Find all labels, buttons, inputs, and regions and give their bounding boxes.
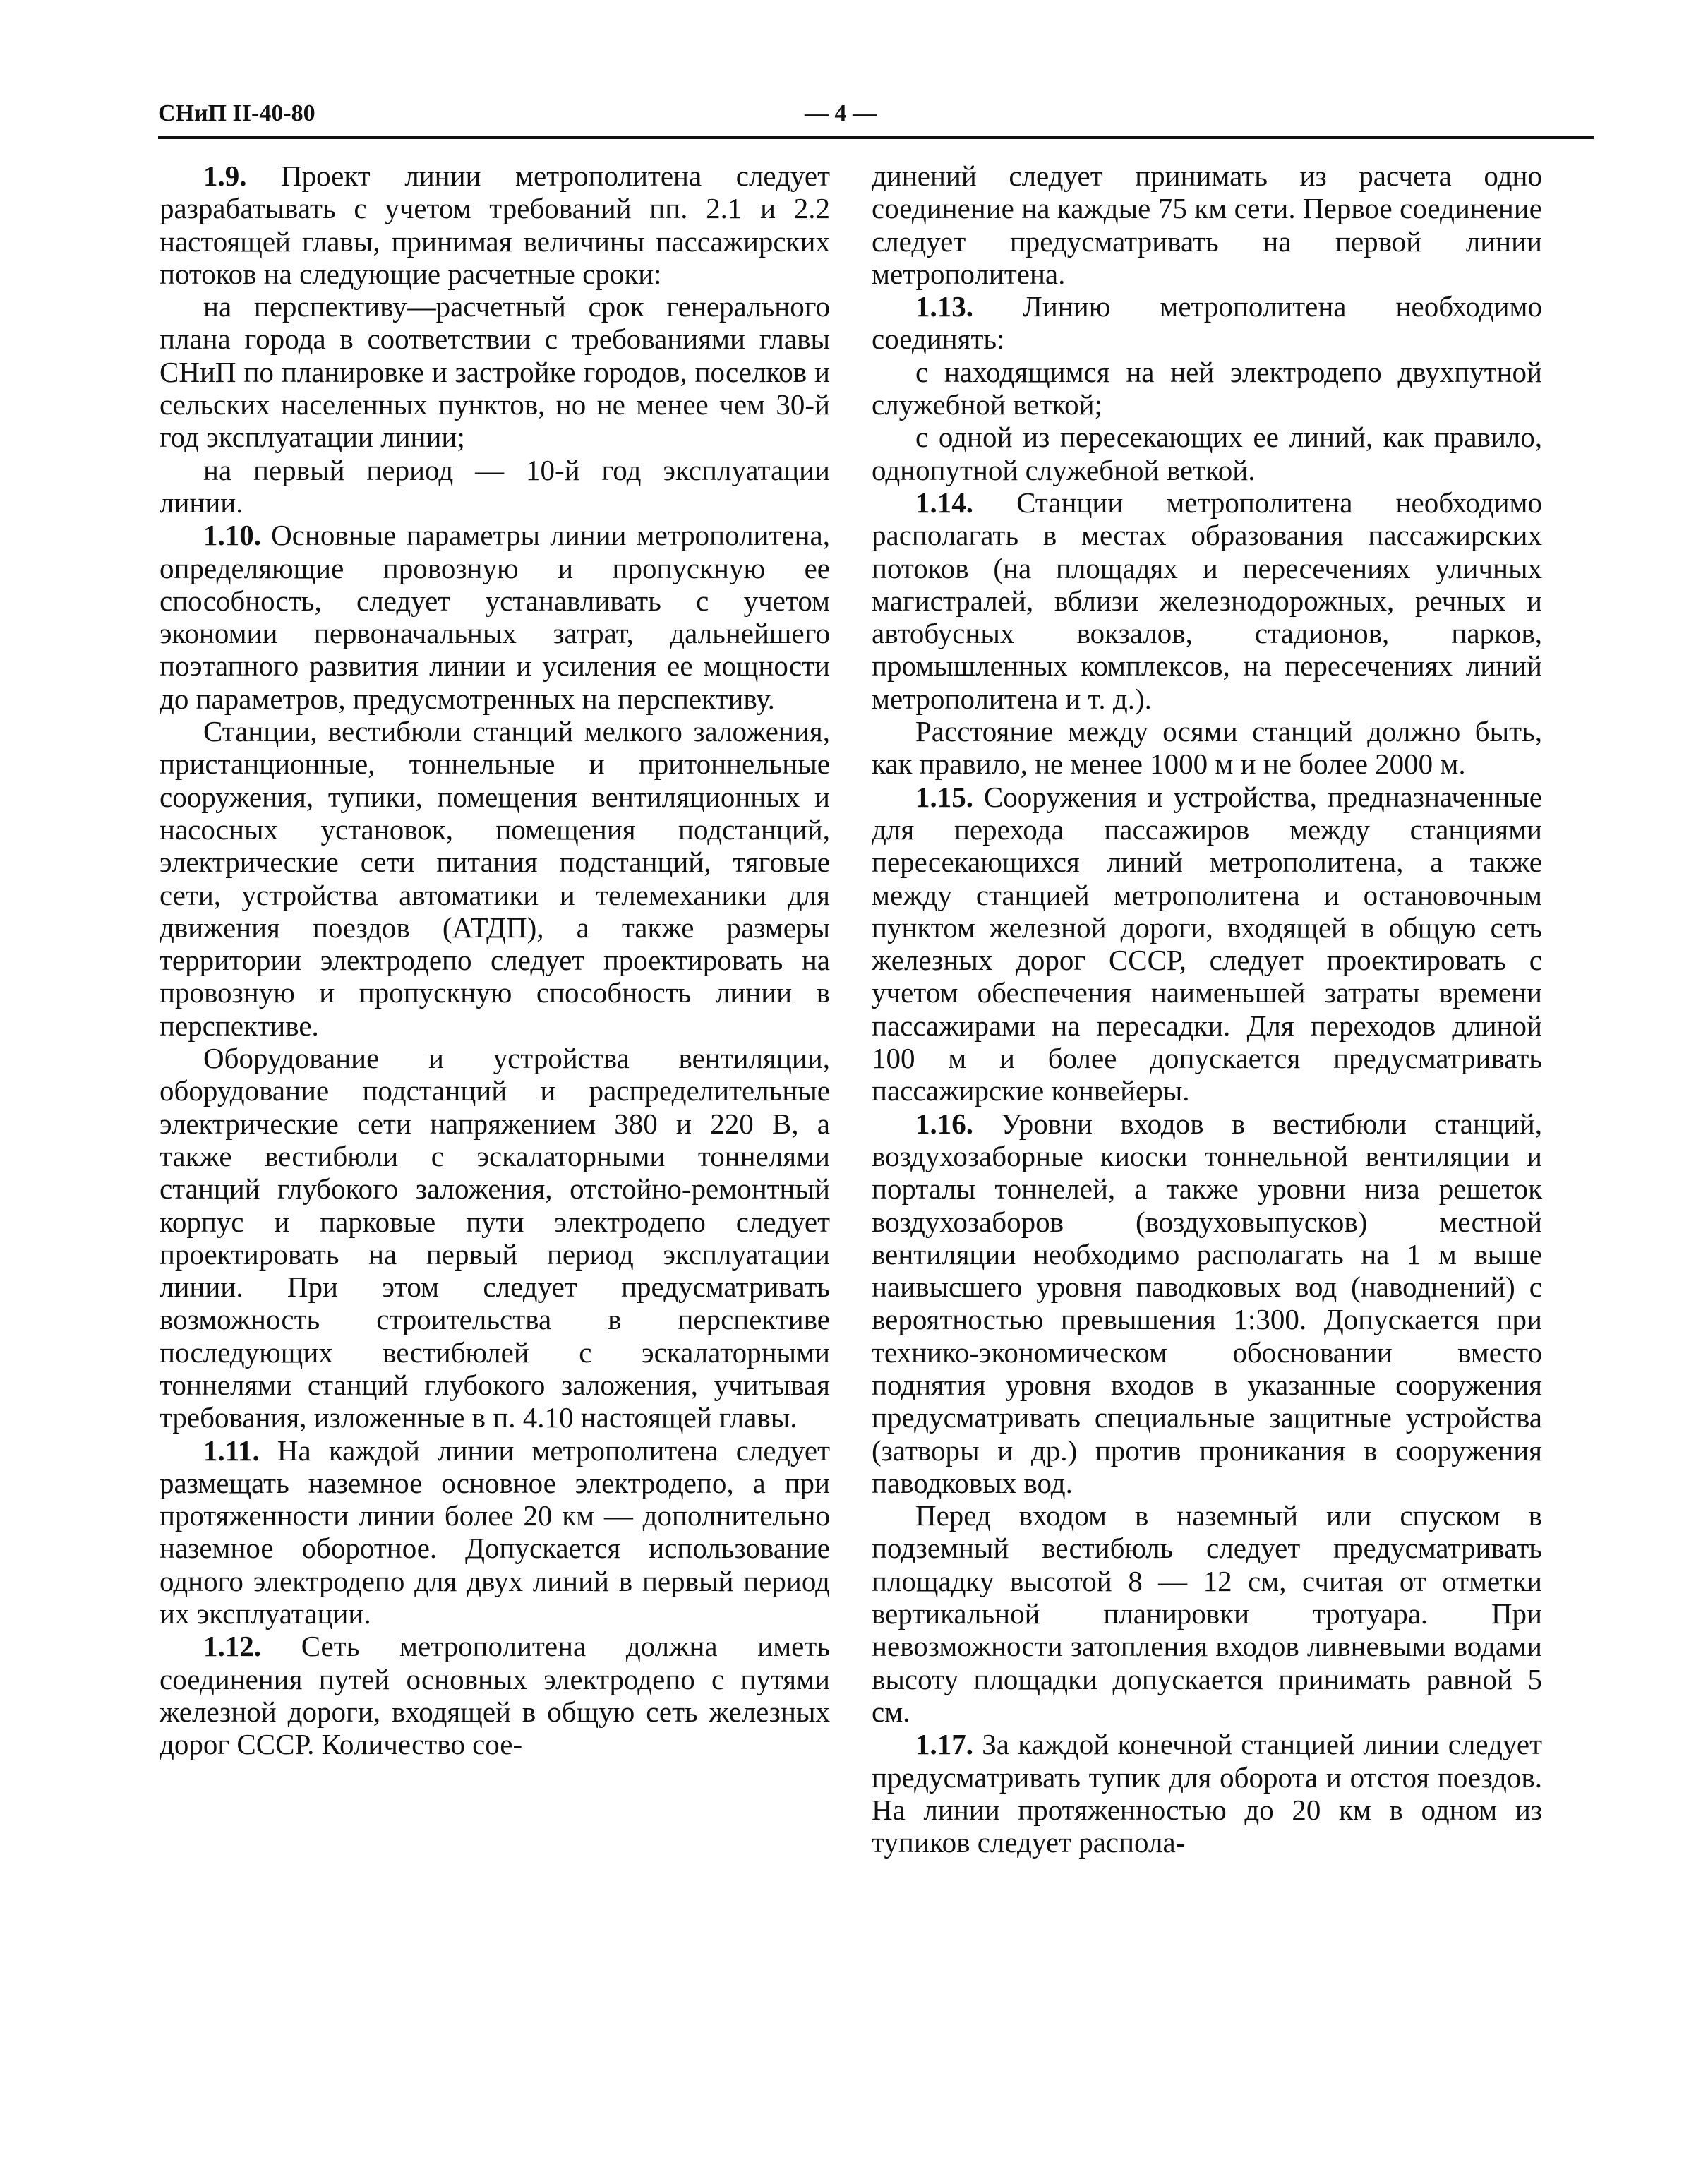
paragraph xyxy=(160,519,830,715)
clause-number: 1.17. xyxy=(915,1728,973,1761)
paragraph-text: Проект линии метрополитена следует разрабатывать с учетом требований пп. 2.1 и 2.2 настоящей главы, принимая величины пассажирских потоков на следующие расчетные сроки: xyxy=(160,160,830,290)
paragraph-text: На каждой линии метрополитена следует размещать наземное основное электродепо, а при протяженности линии более 20 км — дополнительно наземное оборотное. Допускается использование одного электродепо для двух линий в первый период их эксплуатации. xyxy=(160,1434,830,1631)
document-code: СНиП II-40-80 xyxy=(158,100,315,126)
paragraph xyxy=(872,290,1542,356)
clause-number: 1.13. xyxy=(915,290,973,323)
paragraph-text: Сеть метрополитена должна иметь соединения путей основных электродепо с путями железной дороги, входящей в общую сеть железных дорог СССР. Количество сое- xyxy=(160,1630,830,1761)
paragraph xyxy=(160,1042,830,1434)
left-text-column xyxy=(160,160,830,1761)
clause-number: 1.16. xyxy=(915,1107,973,1140)
header-rule xyxy=(158,136,1594,139)
paragraph xyxy=(872,421,1542,486)
paragraph xyxy=(160,1630,830,1760)
paragraph xyxy=(872,715,1542,781)
paragraph-text: Линию метрополитена необходимо соединять: xyxy=(872,290,1542,356)
paragraph-text: на первый период — 10-й год эксплуатации линии. xyxy=(160,453,830,519)
paragraph-text: Уровни входов в вестибюли станций, воздухозаборные киоски тоннельной вентиляции и порталы тоннелей, а также уровни низа решеток воздухозаборов (воздуховыпусков) местной вентиляции необходимо располагать на 1 м выше наивысшего уровня паводковых вод (наводнений) с вероятностью превышения 1:300. Допускается при технико-экономическом обосновании вместо поднятия уровня входов в указанные сооружения предусматривать специальные защитные устройства (затворы и др.) против проникания в сооружения паводковых вод. xyxy=(872,1107,1542,1499)
paragraph-text: с находящимся на ней электродепо двухпутной служебной веткой; xyxy=(872,355,1542,421)
paragraph xyxy=(160,290,830,453)
paragraph xyxy=(160,160,830,290)
paragraph-text: Станции метрополитена необходимо располагать в местах образования пассажирских потоков (на площадях и пересечениях уличных магистралей, вблизи железнодорожных, речных и автобусных вокзалов, стадионов, парков, промышленных комплексов, на пересечениях линий метрополитена и т. д.). xyxy=(872,486,1542,715)
paragraph xyxy=(872,1728,1542,1859)
paragraph xyxy=(160,715,830,1042)
paragraph-text: Основные параметры линии метрополитена, определяющие провозную и пропускную ее способность, следует устанавливать с учетом экономии первоначальных затрат, дальнейшего поэтапного развития линии и усиления ее мощности до параметров, предусмотренных на перспективу. xyxy=(160,519,830,715)
paragraph-text: динений следует принимать из расчета одно соединение на каждые 75 км сети. Первое соединение следует предусматривать на первой линии метрополитена. xyxy=(872,160,1542,290)
right-text-column xyxy=(872,160,1542,1859)
paragraph-text: с одной из пересекающих ее линий, как правило, однопутной служебной веткой. xyxy=(872,421,1542,486)
clause-number: 1.12. xyxy=(203,1630,261,1663)
paragraph-text: Сооружения и устройства, предназначенные для перехода пассажиров между станциями пересекающихся линий метрополитена, а также между станцией метрополитена и остановочным пунктом железной дороги, входящей в общую сеть железных дорог СССР, следует проектировать с учетом обеспечения наименьшей затраты времени пассажирами на пересадки. Для переходов длиной 100 м и более допускается предусматривать пассажирские конвейеры. xyxy=(872,780,1542,1107)
clause-number: 1.9. xyxy=(203,160,247,192)
clause-number: 1.10. xyxy=(203,519,261,552)
clause-number: 1.11. xyxy=(203,1434,260,1467)
clause-number: 1.15. xyxy=(915,780,973,813)
paragraph xyxy=(872,356,1542,421)
paragraph xyxy=(872,486,1542,715)
paragraph-text: на перспективу—расчетный срок генерального плана города в соответствии с требованиями главы СНиП по планировке и застройке городов, поселков и сельских населенных пунктов, но не менее чем 30-й год эксплуатации линии; xyxy=(160,290,830,454)
paragraph-text: Расстояние между осями станций должно быть, как правило, не менее 1000 м и не более 2000 м. xyxy=(872,715,1542,781)
page-header xyxy=(158,100,1594,131)
paragraph-text: Оборудование и устройства вентиляции, оборудование подстанций и распределительные электрические сети напряжением 380 и 220 В, а также вестибюли с эскалаторными тоннелями станций глубокого заложения, отстойно-ремонтный корпус и парковые пути электродепо следует проектировать на первый период эксплуатации линии. При этом следует предусматривать возможность строительства в перспективе последующих вестибюлей с эскалаторными тоннелями станций глубокого заложения, учитывая требования, изложенные в п. 4.10 настоящей главы. xyxy=(160,1042,830,1434)
paragraph xyxy=(872,160,1542,290)
paragraph xyxy=(872,1499,1542,1728)
paragraph xyxy=(872,1107,1542,1500)
paragraph-text: Станции, вестибюли станций мелкого заложения, пристанционные, тоннельные и притоннельные сооружения, тупики, помещения вентиляционных и насосных установок, помещения подстанций, электрические сети питания подстанций, тяговые сети, устройства автоматики и телемеханики для движения поездов (АТДП), а также размеры территории электродепо следует проектировать на провозную и пропускную способность линии в перспективе. xyxy=(160,715,830,1042)
paragraph-text: За каждой конечной станцией линии следует предусматривать тупик для оборота и отстоя поездов. На линии протяженностью до 20 км в одном из тупиков следует распола- xyxy=(872,1728,1542,1859)
clause-number: 1.14. xyxy=(915,486,973,519)
paragraph xyxy=(872,781,1542,1107)
paragraph-text: Перед входом в наземный или спуском в подземный вестибюль следует предусматривать площадку высотой 8 — 12 см, считая от отметки вертикальной планировки тротуара. При невозможности затопления входов ливневыми водами высоту площадки допускается принимать равной 5 см. xyxy=(872,1499,1542,1728)
page-number: — 4 — xyxy=(805,100,877,126)
paragraph xyxy=(160,1434,830,1631)
paragraph xyxy=(160,454,830,520)
